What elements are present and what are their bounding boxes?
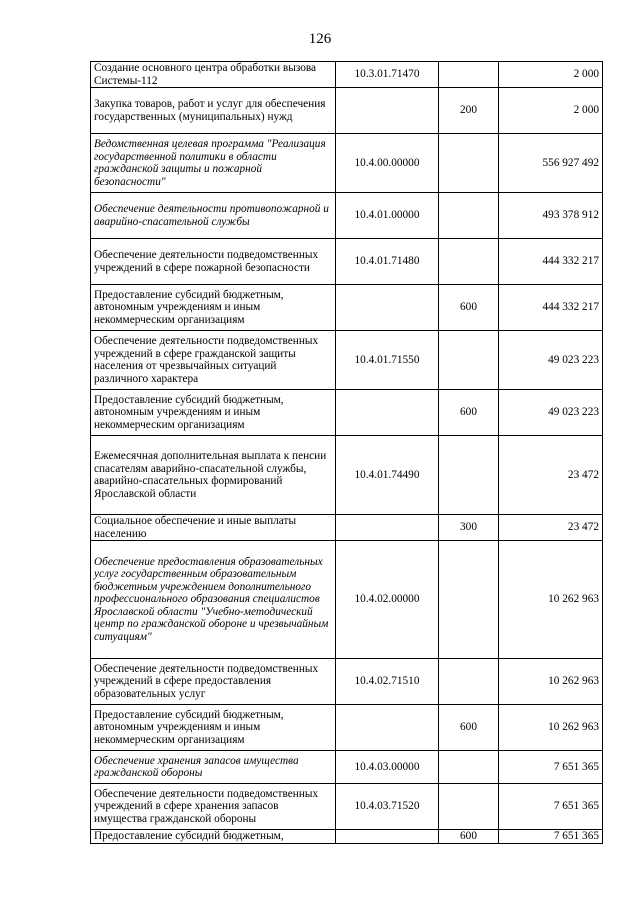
row-expense-type: 600	[439, 830, 499, 844]
table-row	[91, 705, 603, 751]
row-code: 10.4.03.00000	[336, 751, 439, 784]
row-code	[336, 515, 439, 541]
row-amount: 10 262 963	[499, 541, 603, 659]
row-amount: 2 000	[499, 62, 603, 88]
row-code: 10.4.02.00000	[336, 541, 439, 659]
row-amount: 10 262 963	[499, 705, 603, 751]
row-amount: 556 927 492	[499, 134, 603, 193]
row-code: 10.4.01.00000	[336, 193, 439, 239]
row-amount: 444 332 217	[499, 285, 603, 331]
table-row	[91, 659, 603, 705]
row-code: 10.4.00.00000	[336, 134, 439, 193]
table-row	[91, 193, 603, 239]
table-row	[91, 515, 603, 541]
row-amount: 49 023 223	[499, 390, 603, 436]
row-expense-type	[439, 193, 499, 239]
row-name: Обеспечение хранения запасов имущества гражданской обороны	[91, 751, 336, 784]
row-code: 10.4.03.71520	[336, 784, 439, 830]
row-code: 10.4.02.71510	[336, 659, 439, 705]
row-name: Обеспечение деятельности подведомственных учреждений в сфере пожарной безопасности	[91, 239, 336, 285]
row-amount: 23 472	[499, 515, 603, 541]
row-expense-type	[439, 751, 499, 784]
row-name: Обеспечение предоставления образовательных услуг государственным образовательным бюджетным учреждением дополнительного профессионального образования специалистов Ярославской области "Учебно-методический центр по гражданской обороне и чрезвычайным ситуациям"	[91, 541, 336, 659]
table-row	[91, 134, 603, 193]
table-row	[91, 830, 603, 844]
row-name: Обеспечение деятельности подведомственных учреждений в сфере предоставления образовательных услуг	[91, 659, 336, 705]
table-row	[91, 541, 603, 659]
table-row	[91, 88, 603, 134]
row-amount: 23 472	[499, 436, 603, 515]
page-number: 126	[308, 31, 332, 47]
row-code	[336, 705, 439, 751]
row-name: Ведомственная целевая программа "Реализация государственной политики в области гражданской защиты и пожарной безопасности"	[91, 134, 336, 193]
row-code: 10.4.01.74490	[336, 436, 439, 515]
table-row	[91, 285, 603, 331]
row-code: 10.4.01.71550	[336, 331, 439, 390]
row-expense-type	[439, 436, 499, 515]
row-expense-type	[439, 784, 499, 830]
row-code	[336, 830, 439, 844]
row-expense-type: 600	[439, 285, 499, 331]
table-row	[91, 62, 603, 88]
row-expense-type	[439, 659, 499, 705]
row-amount: 7 651 365	[499, 784, 603, 830]
row-name: Социальное обеспечение и иные выплаты населению	[91, 515, 336, 541]
row-expense-type: 200	[439, 88, 499, 134]
row-code: 10.3.01.71470	[336, 62, 439, 88]
table-row	[91, 784, 603, 830]
budget-table	[90, 61, 603, 844]
row-name: Обеспечение деятельности подведомственных учреждений в сфере гражданской защиты населения от чрезвычайных ситуаций различного характера	[91, 331, 336, 390]
row-expense-type	[439, 331, 499, 390]
row-name: Ежемесячная дополнительная выплата к пенсии спасателям аварийно-спасательной службы, аварийно-спасательных формирований Ярославской области	[91, 436, 336, 515]
row-amount: 7 651 365	[499, 830, 603, 844]
row-amount: 7 651 365	[499, 751, 603, 784]
table-row	[91, 239, 603, 285]
table-row	[91, 390, 603, 436]
row-amount: 10 262 963	[499, 659, 603, 705]
row-code	[336, 390, 439, 436]
row-name: Предоставление субсидий бюджетным,	[91, 830, 336, 844]
row-expense-type	[439, 239, 499, 285]
row-name: Предоставление субсидий бюджетным, автономным учреждениям и иным некоммерческим организациям	[91, 285, 336, 331]
row-amount: 49 023 223	[499, 331, 603, 390]
table-row	[91, 436, 603, 515]
row-expense-type	[439, 134, 499, 193]
row-name: Предоставление субсидий бюджетным, автономным учреждениям и иным некоммерческим организациям	[91, 705, 336, 751]
row-expense-type: 600	[439, 705, 499, 751]
row-name: Обеспечение деятельности противопожарной и аварийно-спасательной службы	[91, 193, 336, 239]
row-name: Предоставление субсидий бюджетным, автономным учреждениям и иным некоммерческим организациям	[91, 390, 336, 436]
row-code	[336, 88, 439, 134]
row-name: Создание основного центра обработки вызова Системы-112	[91, 62, 336, 88]
row-expense-type	[439, 541, 499, 659]
row-code: 10.4.01.71480	[336, 239, 439, 285]
table-row	[91, 751, 603, 784]
row-code	[336, 285, 439, 331]
row-amount: 2 000	[499, 88, 603, 134]
row-expense-type: 300	[439, 515, 499, 541]
row-amount: 444 332 217	[499, 239, 603, 285]
row-name: Обеспечение деятельности подведомственных учреждений в сфере хранения запасов имущества гражданской обороны	[91, 784, 336, 830]
table-row	[91, 331, 603, 390]
row-expense-type: 600	[439, 390, 499, 436]
row-name: Закупка товаров, работ и услуг для обеспечения государственных (муниципальных) нужд	[91, 88, 336, 134]
row-amount: 493 378 912	[499, 193, 603, 239]
row-expense-type	[439, 62, 499, 88]
